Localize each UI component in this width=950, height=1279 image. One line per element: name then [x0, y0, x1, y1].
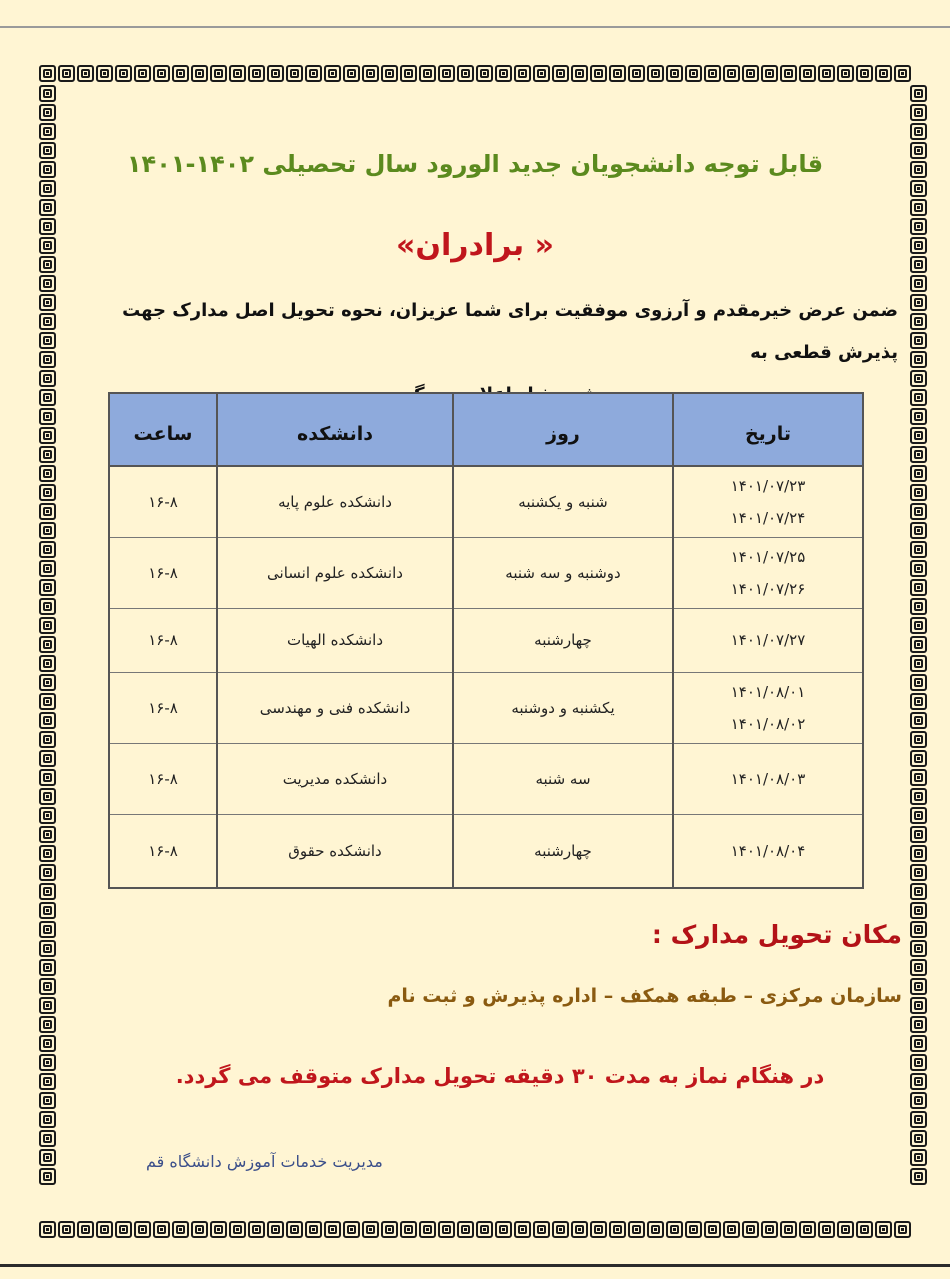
border-ornament-tile	[856, 1221, 873, 1238]
border-ornament-tile	[172, 65, 189, 82]
border-ornament-tile	[286, 1221, 303, 1238]
border-ornament-tile	[39, 579, 56, 596]
border-ornament-tile	[248, 65, 265, 82]
border-ornament-tile	[191, 65, 208, 82]
border-ornament-tile	[910, 389, 927, 406]
day-cell: دوشنبه و سه شنبه	[453, 537, 673, 608]
border-ornament-tile	[39, 1149, 56, 1166]
border-ornament-tile	[267, 1221, 284, 1238]
hours-cell: ۱۶-۸	[109, 466, 217, 537]
border-ornament-tile	[39, 1092, 56, 1109]
border-ornament-tile	[343, 1221, 360, 1238]
border-ornament-tile	[39, 199, 56, 216]
border-ornament-tile	[894, 1221, 911, 1238]
border-ornament-tile	[910, 332, 927, 349]
border-ornament-tile	[910, 1054, 927, 1071]
border-ornament-tile	[39, 294, 56, 311]
border-ornament-tile	[799, 1221, 816, 1238]
border-ornament-tile	[666, 65, 683, 82]
border-ornament-tile	[910, 294, 927, 311]
border-ornament-tile	[533, 1221, 550, 1238]
border-ornament-tile	[134, 65, 151, 82]
border-ornament-tile	[910, 731, 927, 748]
table-row	[109, 608, 863, 672]
hours-cell: ۱۶-۸	[109, 814, 217, 888]
border-ornament-tile	[910, 674, 927, 691]
border-ornament-tile	[39, 465, 56, 482]
border-ornament-tile	[39, 693, 56, 710]
border-ornament-tile	[910, 636, 927, 653]
border-ornament-tile	[39, 1073, 56, 1090]
border-ornament-tile	[39, 712, 56, 729]
date-value: ۱۴۰۱/۰۸/۰۴	[730, 841, 806, 860]
border-ornament-tile	[39, 256, 56, 273]
border-ornament-tile	[39, 902, 56, 919]
border-ornament-tile	[761, 1221, 778, 1238]
hours-cell: ۱۶-۸	[109, 672, 217, 743]
border-ornament-tile	[495, 65, 512, 82]
border-ornament-tile	[910, 142, 927, 159]
border-ornament-tile	[590, 1221, 607, 1238]
border-ornament-tile	[910, 104, 927, 121]
border-ornament-tile	[343, 65, 360, 82]
issuer-signature: مدیریت خدمات آموزش دانشگاه قم	[146, 1152, 383, 1171]
border-ornament-tile	[39, 522, 56, 539]
border-ornament-tile	[875, 1221, 892, 1238]
schedule-table	[108, 392, 864, 889]
border-ornament-tile	[39, 959, 56, 976]
border-ornament-tile	[910, 1035, 927, 1052]
day-cell: شنبه و یکشنبه	[453, 466, 673, 537]
border-ornament-tile	[910, 826, 927, 843]
border-ornament-tile	[39, 864, 56, 881]
border-ornament-tile	[910, 1168, 927, 1185]
border-ornament-tile	[910, 275, 927, 292]
border-ornament-tile	[552, 65, 569, 82]
hours-cell: ۱۶-۸	[109, 608, 217, 672]
border-ornament-tile	[39, 427, 56, 444]
border-ornament-tile	[39, 1130, 56, 1147]
faculty-cell: دانشکده علوم پایه	[217, 466, 453, 537]
border-ornament-tile	[837, 1221, 854, 1238]
border-ornament-tile	[818, 1221, 835, 1238]
border-ornament-tile	[780, 1221, 797, 1238]
border-ornament-tile	[305, 1221, 322, 1238]
border-ornament-tile	[39, 978, 56, 995]
day-cell: یکشنبه و دوشنبه	[453, 672, 673, 743]
border-ornament-tile	[910, 845, 927, 862]
day-cell: چهارشنبه	[453, 608, 673, 672]
border-ornament-tile	[39, 731, 56, 748]
border-ornament-tile	[910, 446, 927, 463]
border-ornament-tile	[910, 503, 927, 520]
border-ornament-tile	[172, 1221, 189, 1238]
faculty-cell: دانشکده حقوق	[217, 814, 453, 888]
border-ornament-tile	[267, 65, 284, 82]
border-ornament-tile	[685, 1221, 702, 1238]
border-ornament-tile	[742, 65, 759, 82]
announcement-title: قابل توجه دانشجویان جدید الورود سال تحصیلی ۱۴۰۲-۱۴۰۱	[126, 150, 824, 178]
border-ornament-tile	[552, 1221, 569, 1238]
border-ornament-tile	[39, 1054, 56, 1071]
border-ornament-tile	[910, 256, 927, 273]
border-ornament-tile	[723, 65, 740, 82]
border-ornament-tile	[910, 465, 927, 482]
delivery-location-title: مکان تحویل مدارک :	[651, 920, 902, 949]
border-ornament-tile	[910, 921, 927, 938]
border-ornament-tile	[39, 370, 56, 387]
date-value: ۱۴۰۱/۰۷/۲۷	[730, 631, 806, 649]
border-ornament-tile	[910, 1016, 927, 1033]
table-row	[109, 814, 863, 888]
border-ornament-tile	[875, 65, 892, 82]
border-ornament-tile	[438, 1221, 455, 1238]
border-ornament-tile	[39, 142, 56, 159]
border-ornament-tile	[39, 921, 56, 938]
border-ornament-tile	[39, 617, 56, 634]
border-ornament-tile	[910, 864, 927, 881]
border-ornament-tile	[438, 65, 455, 82]
border-ornament-tile	[910, 484, 927, 501]
border-ornament-tile	[39, 845, 56, 862]
border-ornament-tile	[910, 978, 927, 995]
border-ornament-tile	[39, 65, 56, 82]
border-ornament-tile	[39, 636, 56, 653]
date-value: ۱۴۰۱/۰۷/۲۵	[730, 547, 806, 566]
border-ornament-tile	[39, 1111, 56, 1128]
border-ornament-tile	[533, 65, 550, 82]
border-ornament-tile	[39, 123, 56, 140]
border-ornament-tile	[910, 940, 927, 957]
border-ornament-tile	[856, 65, 873, 82]
border-ornament-tile	[910, 522, 927, 539]
border-ornament-tile	[761, 65, 778, 82]
border-ornament-tile	[628, 65, 645, 82]
border-ornament-tile	[910, 199, 927, 216]
table-row	[109, 743, 863, 814]
border-ornament-tile	[39, 541, 56, 558]
border-ornament-tile	[39, 674, 56, 691]
border-ornament-tile	[647, 65, 664, 82]
date-value: ۱۴۰۱/۰۷/۲۴	[730, 508, 806, 527]
border-ornament-tile	[39, 807, 56, 824]
border-ornament-tile	[77, 1221, 94, 1238]
announcement-subtitle: « برادران»	[396, 228, 554, 263]
date-cell	[673, 466, 863, 537]
border-ornament-tile	[39, 1035, 56, 1052]
border-ornament-tile	[39, 313, 56, 330]
border-ornament-tile	[39, 883, 56, 900]
border-ornament-tile	[685, 65, 702, 82]
border-ornament-tile	[381, 65, 398, 82]
border-ornament-tile	[910, 1149, 927, 1166]
border-ornament-tile	[742, 1221, 759, 1238]
border-ornament-tile	[39, 750, 56, 767]
border-ornament-tile	[723, 1221, 740, 1238]
table-row	[109, 672, 863, 743]
border-ornament-tile	[910, 693, 927, 710]
hours-cell: ۱۶-۸	[109, 743, 217, 814]
border-ornament-tile	[910, 370, 927, 387]
border-ornament-tile	[77, 65, 94, 82]
border-ornament-tile	[910, 655, 927, 672]
day-cell: چهارشنبه	[453, 814, 673, 888]
faculty-cell: دانشکده مدیریت	[217, 743, 453, 814]
border-ornament-tile	[476, 65, 493, 82]
border-ornament-tile	[39, 598, 56, 615]
border-ornament-tile	[39, 769, 56, 786]
border-ornament-tile	[248, 1221, 265, 1238]
prayer-time-notice: در هنگام نماز به مدت ۳۰ دقیقه تحویل مدارک متوقف می گردد.	[175, 1064, 825, 1088]
border-ornament-tile	[910, 959, 927, 976]
border-ornament-tile	[39, 85, 56, 102]
border-ornament-tile	[799, 65, 816, 82]
border-ornament-tile	[286, 65, 303, 82]
border-ornament-tile	[305, 65, 322, 82]
border-ornament-tile	[910, 1111, 927, 1128]
delivery-location-address: سازمان مرکزی – طبقه همکف – اداره پذیرش و ثبت نام	[387, 985, 902, 1007]
faculty-cell: دانشکده فنی و مهندسی	[217, 672, 453, 743]
date-value: ۱۴۰۱/۰۸/۰۳	[730, 769, 806, 788]
border-ornament-tile	[910, 237, 927, 254]
border-ornament-tile	[910, 1092, 927, 1109]
border-ornament-tile	[457, 1221, 474, 1238]
border-ornament-tile	[609, 65, 626, 82]
border-ornament-tile	[704, 1221, 721, 1238]
border-ornament-tile	[910, 161, 927, 178]
border-ornament-tile	[910, 883, 927, 900]
border-ornament-tile	[910, 351, 927, 368]
border-ornament-tile	[39, 1168, 56, 1185]
faculty-cell: دانشکده علوم انسانی	[217, 537, 453, 608]
faculty-cell: دانشکده الهیات	[217, 608, 453, 672]
border-ornament-tile	[39, 351, 56, 368]
date-cell	[673, 672, 863, 743]
header-faculty: دانشکده	[217, 393, 453, 466]
border-ornament-tile	[590, 65, 607, 82]
border-ornament-tile	[894, 65, 911, 82]
border-ornament-tile	[96, 1221, 113, 1238]
ornamental-border-top	[38, 64, 928, 83]
border-ornament-tile	[39, 503, 56, 520]
border-ornament-tile	[514, 65, 531, 82]
border-ornament-tile	[39, 446, 56, 463]
header-date: تاریخ	[673, 393, 863, 466]
border-ornament-tile	[609, 1221, 626, 1238]
border-ornament-tile	[910, 85, 927, 102]
border-ornament-tile	[514, 1221, 531, 1238]
date-value: ۱۴۰۱/۰۷/۲۳	[730, 476, 806, 495]
border-ornament-tile	[39, 408, 56, 425]
border-ornament-tile	[191, 1221, 208, 1238]
bottom-divider	[0, 1264, 950, 1267]
border-ornament-tile	[39, 275, 56, 292]
border-ornament-tile	[495, 1221, 512, 1238]
header-hours: ساعت	[109, 393, 217, 466]
border-ornament-tile	[39, 655, 56, 672]
border-ornament-tile	[910, 408, 927, 425]
top-divider	[0, 26, 950, 28]
border-ornament-tile	[910, 769, 927, 786]
hours-cell: ۱۶-۸	[109, 537, 217, 608]
border-ornament-tile	[910, 997, 927, 1014]
border-ornament-tile	[910, 617, 927, 634]
border-ornament-tile	[910, 1130, 927, 1147]
border-ornament-tile	[647, 1221, 664, 1238]
border-ornament-tile	[571, 65, 588, 82]
border-ornament-tile	[419, 65, 436, 82]
intro-line-1: ضمن عرض خیرمقدم و آرزوی موفقیت برای شما عزیزان، نحوه تحویل اصل مدارک جهت پذیرش قطعی به	[122, 300, 898, 363]
border-ornament-tile	[39, 788, 56, 805]
border-ornament-tile	[115, 65, 132, 82]
border-ornament-tile	[910, 788, 927, 805]
ornamental-border-bottom	[38, 1220, 928, 1239]
header-day: روز	[453, 393, 673, 466]
date-value: ۱۴۰۱/۰۸/۰۲	[730, 714, 806, 733]
day-cell: سه شنبه	[453, 743, 673, 814]
border-ornament-tile	[229, 1221, 246, 1238]
date-cell	[673, 608, 863, 672]
border-ornament-tile	[419, 1221, 436, 1238]
border-ornament-tile	[571, 1221, 588, 1238]
border-ornament-tile	[910, 750, 927, 767]
border-ornament-tile	[400, 1221, 417, 1238]
border-ornament-tile	[910, 807, 927, 824]
border-ornament-tile	[910, 1073, 927, 1090]
border-ornament-tile	[96, 65, 113, 82]
border-ornament-tile	[628, 1221, 645, 1238]
table-row	[109, 537, 863, 608]
border-ornament-tile	[229, 65, 246, 82]
border-ornament-tile	[362, 65, 379, 82]
border-ornament-tile	[39, 332, 56, 349]
border-ornament-tile	[58, 65, 75, 82]
border-ornament-tile	[910, 579, 927, 596]
border-ornament-tile	[39, 389, 56, 406]
border-ornament-tile	[837, 65, 854, 82]
border-ornament-tile	[910, 541, 927, 558]
border-ornament-tile	[210, 1221, 227, 1238]
border-ornament-tile	[457, 65, 474, 82]
border-ornament-tile	[910, 313, 927, 330]
border-ornament-tile	[153, 1221, 170, 1238]
border-ornament-tile	[39, 237, 56, 254]
border-ornament-tile	[910, 902, 927, 919]
border-ornament-tile	[39, 1221, 56, 1238]
ornamental-border-left	[38, 84, 57, 1220]
border-ornament-tile	[910, 180, 927, 197]
border-ornament-tile	[39, 997, 56, 1014]
date-value: ۱۴۰۱/۰۷/۲۶	[730, 579, 806, 598]
border-ornament-tile	[362, 1221, 379, 1238]
border-ornament-tile	[704, 65, 721, 82]
border-ornament-tile	[58, 1221, 75, 1238]
table-header-row	[109, 393, 863, 466]
border-ornament-tile	[39, 104, 56, 121]
border-ornament-tile	[39, 826, 56, 843]
border-ornament-tile	[115, 1221, 132, 1238]
border-ornament-tile	[134, 1221, 151, 1238]
table-row	[109, 466, 863, 537]
border-ornament-tile	[39, 940, 56, 957]
border-ornament-tile	[39, 180, 56, 197]
border-ornament-tile	[324, 1221, 341, 1238]
border-ornament-tile	[910, 123, 927, 140]
border-ornament-tile	[910, 218, 927, 235]
border-ornament-tile	[910, 560, 927, 577]
border-ornament-tile	[324, 65, 341, 82]
date-cell	[673, 743, 863, 814]
border-ornament-tile	[39, 484, 56, 501]
border-ornament-tile	[39, 560, 56, 577]
border-ornament-tile	[476, 1221, 493, 1238]
date-cell	[673, 537, 863, 608]
ornamental-border-right	[909, 84, 928, 1220]
border-ornament-tile	[910, 712, 927, 729]
border-ornament-tile	[39, 1016, 56, 1033]
border-ornament-tile	[780, 65, 797, 82]
border-ornament-tile	[210, 65, 227, 82]
border-ornament-tile	[818, 65, 835, 82]
border-ornament-tile	[400, 65, 417, 82]
border-ornament-tile	[381, 1221, 398, 1238]
border-ornament-tile	[39, 161, 56, 178]
border-ornament-tile	[153, 65, 170, 82]
border-ornament-tile	[910, 427, 927, 444]
border-ornament-tile	[666, 1221, 683, 1238]
border-ornament-tile	[910, 598, 927, 615]
border-ornament-tile	[39, 218, 56, 235]
date-cell	[673, 814, 863, 888]
date-value: ۱۴۰۱/۰۸/۰۱	[730, 682, 806, 701]
